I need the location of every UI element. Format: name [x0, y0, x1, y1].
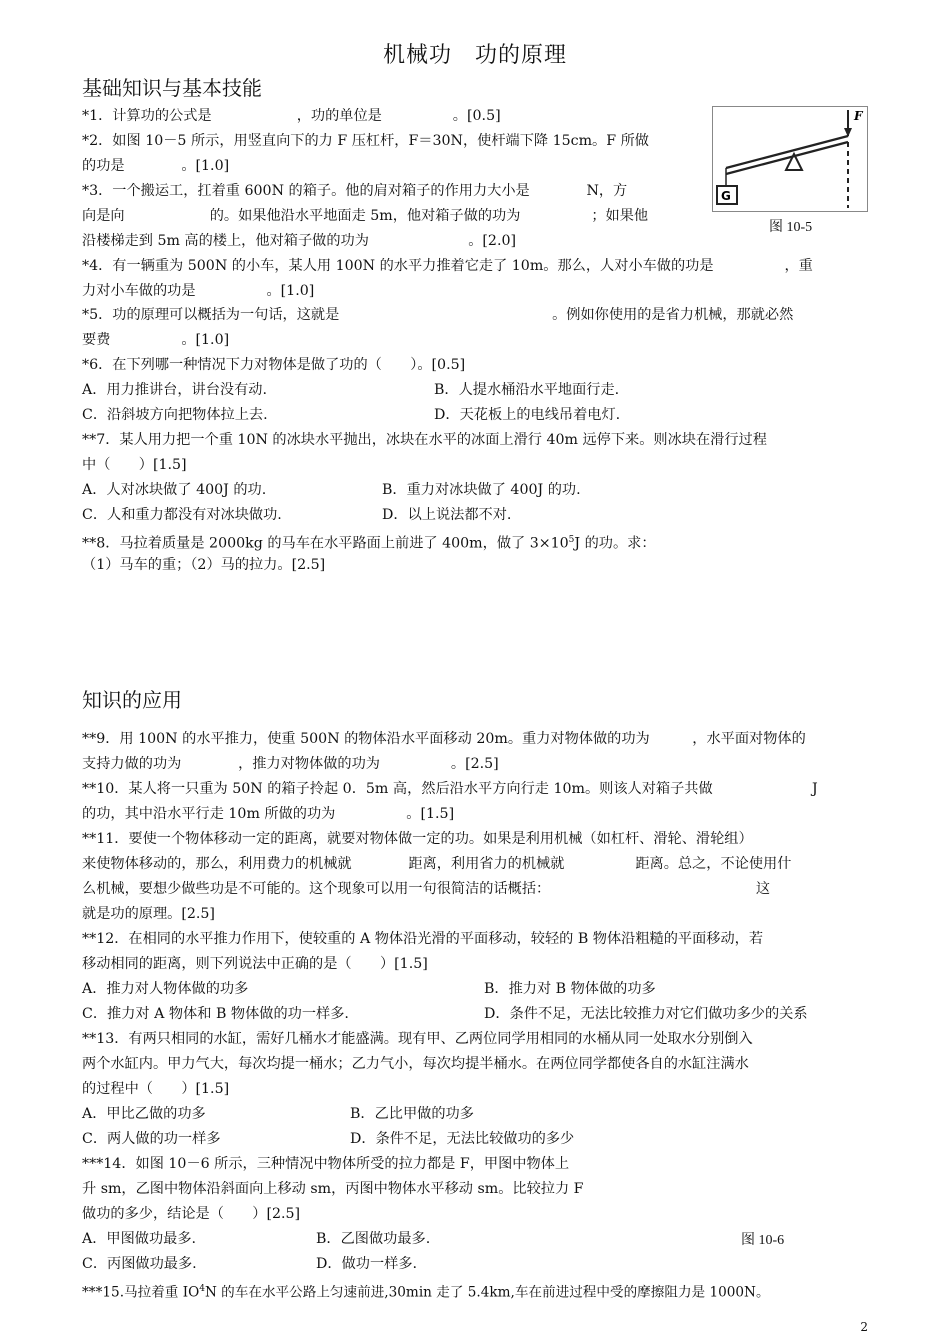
q14-line1: ***14．如图 10－6 所示，三种情况中物体所受的拉力都是 F，甲图中物体上	[82, 1156, 570, 1172]
q10-line1: **10．某人将一只重为 50N 的箱子拎起 0．5m 高，然后沿水平方向行走 10m。则该人对箱子共做 J	[82, 781, 818, 797]
q14-line3: 做功的多少，结论是（ ）[2.5]	[82, 1206, 301, 1222]
q7-option-c: C．人和重力都没有对冰块做功.	[82, 507, 282, 523]
q7-line2: 中（ ）[1.5]	[82, 457, 187, 473]
q5-line2: 要费 。[1.0]	[82, 332, 230, 348]
q12-option-c: C．推力对 A 物体和 B 物体做的功一样多.	[82, 1006, 349, 1022]
q12-option-d: D．条件不足，无法比较推力对它们做功多少的关系	[484, 1006, 808, 1022]
q4-line1: *4．有一辆重为 500N 的小车，某人用 100N 的水平力推着它走了 10m。那么，人对小车做的功是 ，重	[82, 258, 813, 274]
q6-option-a: A．用力推讲台，讲台没有动.	[82, 382, 268, 398]
q8-line2: （1）马车的重；（2）马的拉力。[2.5]	[82, 557, 326, 573]
q5-line1: *5．功的原理可以概括为一句话，这就是 。例如你使用的是省力机械，那就必然	[82, 307, 794, 323]
q8-line1: **8．马拉着质量是 2000kg 的马车在水平路面上前进了 400m，做了 $3\times 10^5J$ 的功。求：	[82, 535, 656, 552]
figure-10-5-caption: 图 10-5	[769, 220, 813, 235]
q12-option-b: B．推力对 B 物体做的功多	[484, 981, 656, 997]
q14-line2: 升 sm，乙图中物体沿斜面向上移动 sm，丙图中物体水平移动 sm。比较拉力 F	[82, 1181, 584, 1197]
q6-stem: *6．在下列哪一种情况下力对物体是做了功的（ ）。[0.5]	[82, 357, 466, 373]
q14-option-a: A．甲图做功最多.	[82, 1231, 197, 1247]
q2-line2: 的功是 。[1.0]	[82, 158, 230, 174]
q13-line3: 的过程中（ ）[1.5]	[82, 1081, 230, 1097]
q6-option-d: D．天花板上的电线吊着电灯.	[434, 407, 621, 423]
q6-option-c: C．沿斜坡方向把物体拉上去.	[82, 407, 268, 423]
q4-line2: 力对小车做的功是 。[1.0]	[82, 283, 315, 299]
q7-option-d: D．以上说法都不对.	[382, 507, 512, 523]
figure-10-5-lever	[712, 106, 868, 212]
force-label: F	[854, 109, 863, 123]
q9-line1: **9．用 100N 的水平推力，使重 500N 的物体沿水平面移动 20m。重力对物体做的功为 ，水平面对物体的	[82, 731, 806, 747]
q15-line1: ***15.马拉着重 $IO^4N$ 的车在水平公路上匀速前进,30min 走了 5.4km,车在前进过程中受的摩擦阻力是 1000N。	[82, 1284, 770, 1301]
q3-line1: *3．一个搬运工，扛着重 600N 的箱子。他的肩对箱子的作用力大小是 N，方	[82, 183, 628, 199]
q14-option-c: C．丙图做功最多.	[82, 1256, 197, 1272]
q10-line2: 的功，其中沿水平行走 10m 所做的功为 。[1.5]	[82, 806, 455, 822]
q6-option-b: B．人提水桶沿水平地面行走.	[434, 382, 620, 398]
section-heading-application: 知识的应用	[82, 688, 182, 712]
page-title: 机械功 功的原理	[382, 43, 567, 68]
q7-line1: **7．某人用力把一个重 10N 的冰块水平抛出，冰块在水平的冰面上滑行 40m 远停下来。则冰块在滑行过程	[82, 432, 767, 448]
section-heading-basic: 基础知识与基本技能	[82, 76, 262, 100]
q13-option-c: C．两人做的功一样多	[82, 1131, 221, 1147]
q7-option-a: A．人对冰块做了 400J 的功.	[82, 482, 267, 498]
q13-option-b: B．乙比甲做的功多	[350, 1106, 474, 1122]
q12-option-a: A．推力对人物体做的功多	[82, 981, 249, 997]
q12-line1: **12．在相同的水平推力作用下，使较重的 A 物体沿光滑的平面移动，较轻的 B 物体沿粗糙的平面移动，若	[82, 931, 764, 947]
q11-line2: 来使物体移动的，那么，利用费力的机械就 距离，利用省力的机械就 距离。总之，不论使用什	[82, 856, 792, 872]
figure-10-6-caption: 图 10-6	[741, 1233, 785, 1248]
q13-option-a: A．甲比乙做的功多	[82, 1106, 206, 1122]
q11-line3: 么机械，要想少做些功是不可能的。这个现象可以用一句很简洁的话概括： 这	[82, 881, 771, 897]
q12-line2: 移动相同的距离，则下列说法中正确的是（ ）[1.5]	[82, 956, 428, 972]
weight-label: G	[721, 189, 731, 203]
page-number: 2	[860, 1320, 868, 1334]
q3-line2: 向是向 的。如果他沿水平地面走 5m，他对箱子做的功为 ；如果他	[82, 208, 649, 224]
q11-line1: **11．要使一个物体移动一定的距离，就要对物体做一定的功。如果是利用机械（如杠杆、滑轮、滑轮组）	[82, 831, 753, 847]
q9-line2: 支持力做的功为 ，推力对物体做的功为 。[2.5]	[82, 756, 499, 772]
q7-option-b: B．重力对冰块做了 400J 的功.	[382, 482, 581, 498]
q13-option-d: D．条件不足，无法比较做功的多少	[350, 1131, 575, 1147]
q13-line2: 两个水缸内。甲力气大，每次均提一桶水；乙力气小，每次均提半桶水。在两位同学都使各自的水缸注满水	[82, 1056, 749, 1072]
q14-option-b: B．乙图做功最多.	[316, 1231, 431, 1247]
q14-option-d: D．做功一样多.	[316, 1256, 418, 1272]
q11-line4: 就是功的原理。[2.5]	[82, 906, 215, 922]
q2-line1: *2．如图 10－5 所示，用竖直向下的力 F 压杠杆，F＝30N，使杆端下降 15cm。F 所做	[82, 133, 649, 149]
q13-line1: **13．有两只相同的水缸，需好几桶水才能盛满。现有甲、乙两位同学用相同的水桶从同一处取水分别倒入	[82, 1031, 753, 1047]
q3-line3: 沿楼梯走到 5m 高的楼上，他对箱子做的功为 。[2.0]	[82, 233, 517, 249]
q1-line1: *1．计算功的公式是 ，功的单位是 。[0.5]	[82, 108, 501, 124]
